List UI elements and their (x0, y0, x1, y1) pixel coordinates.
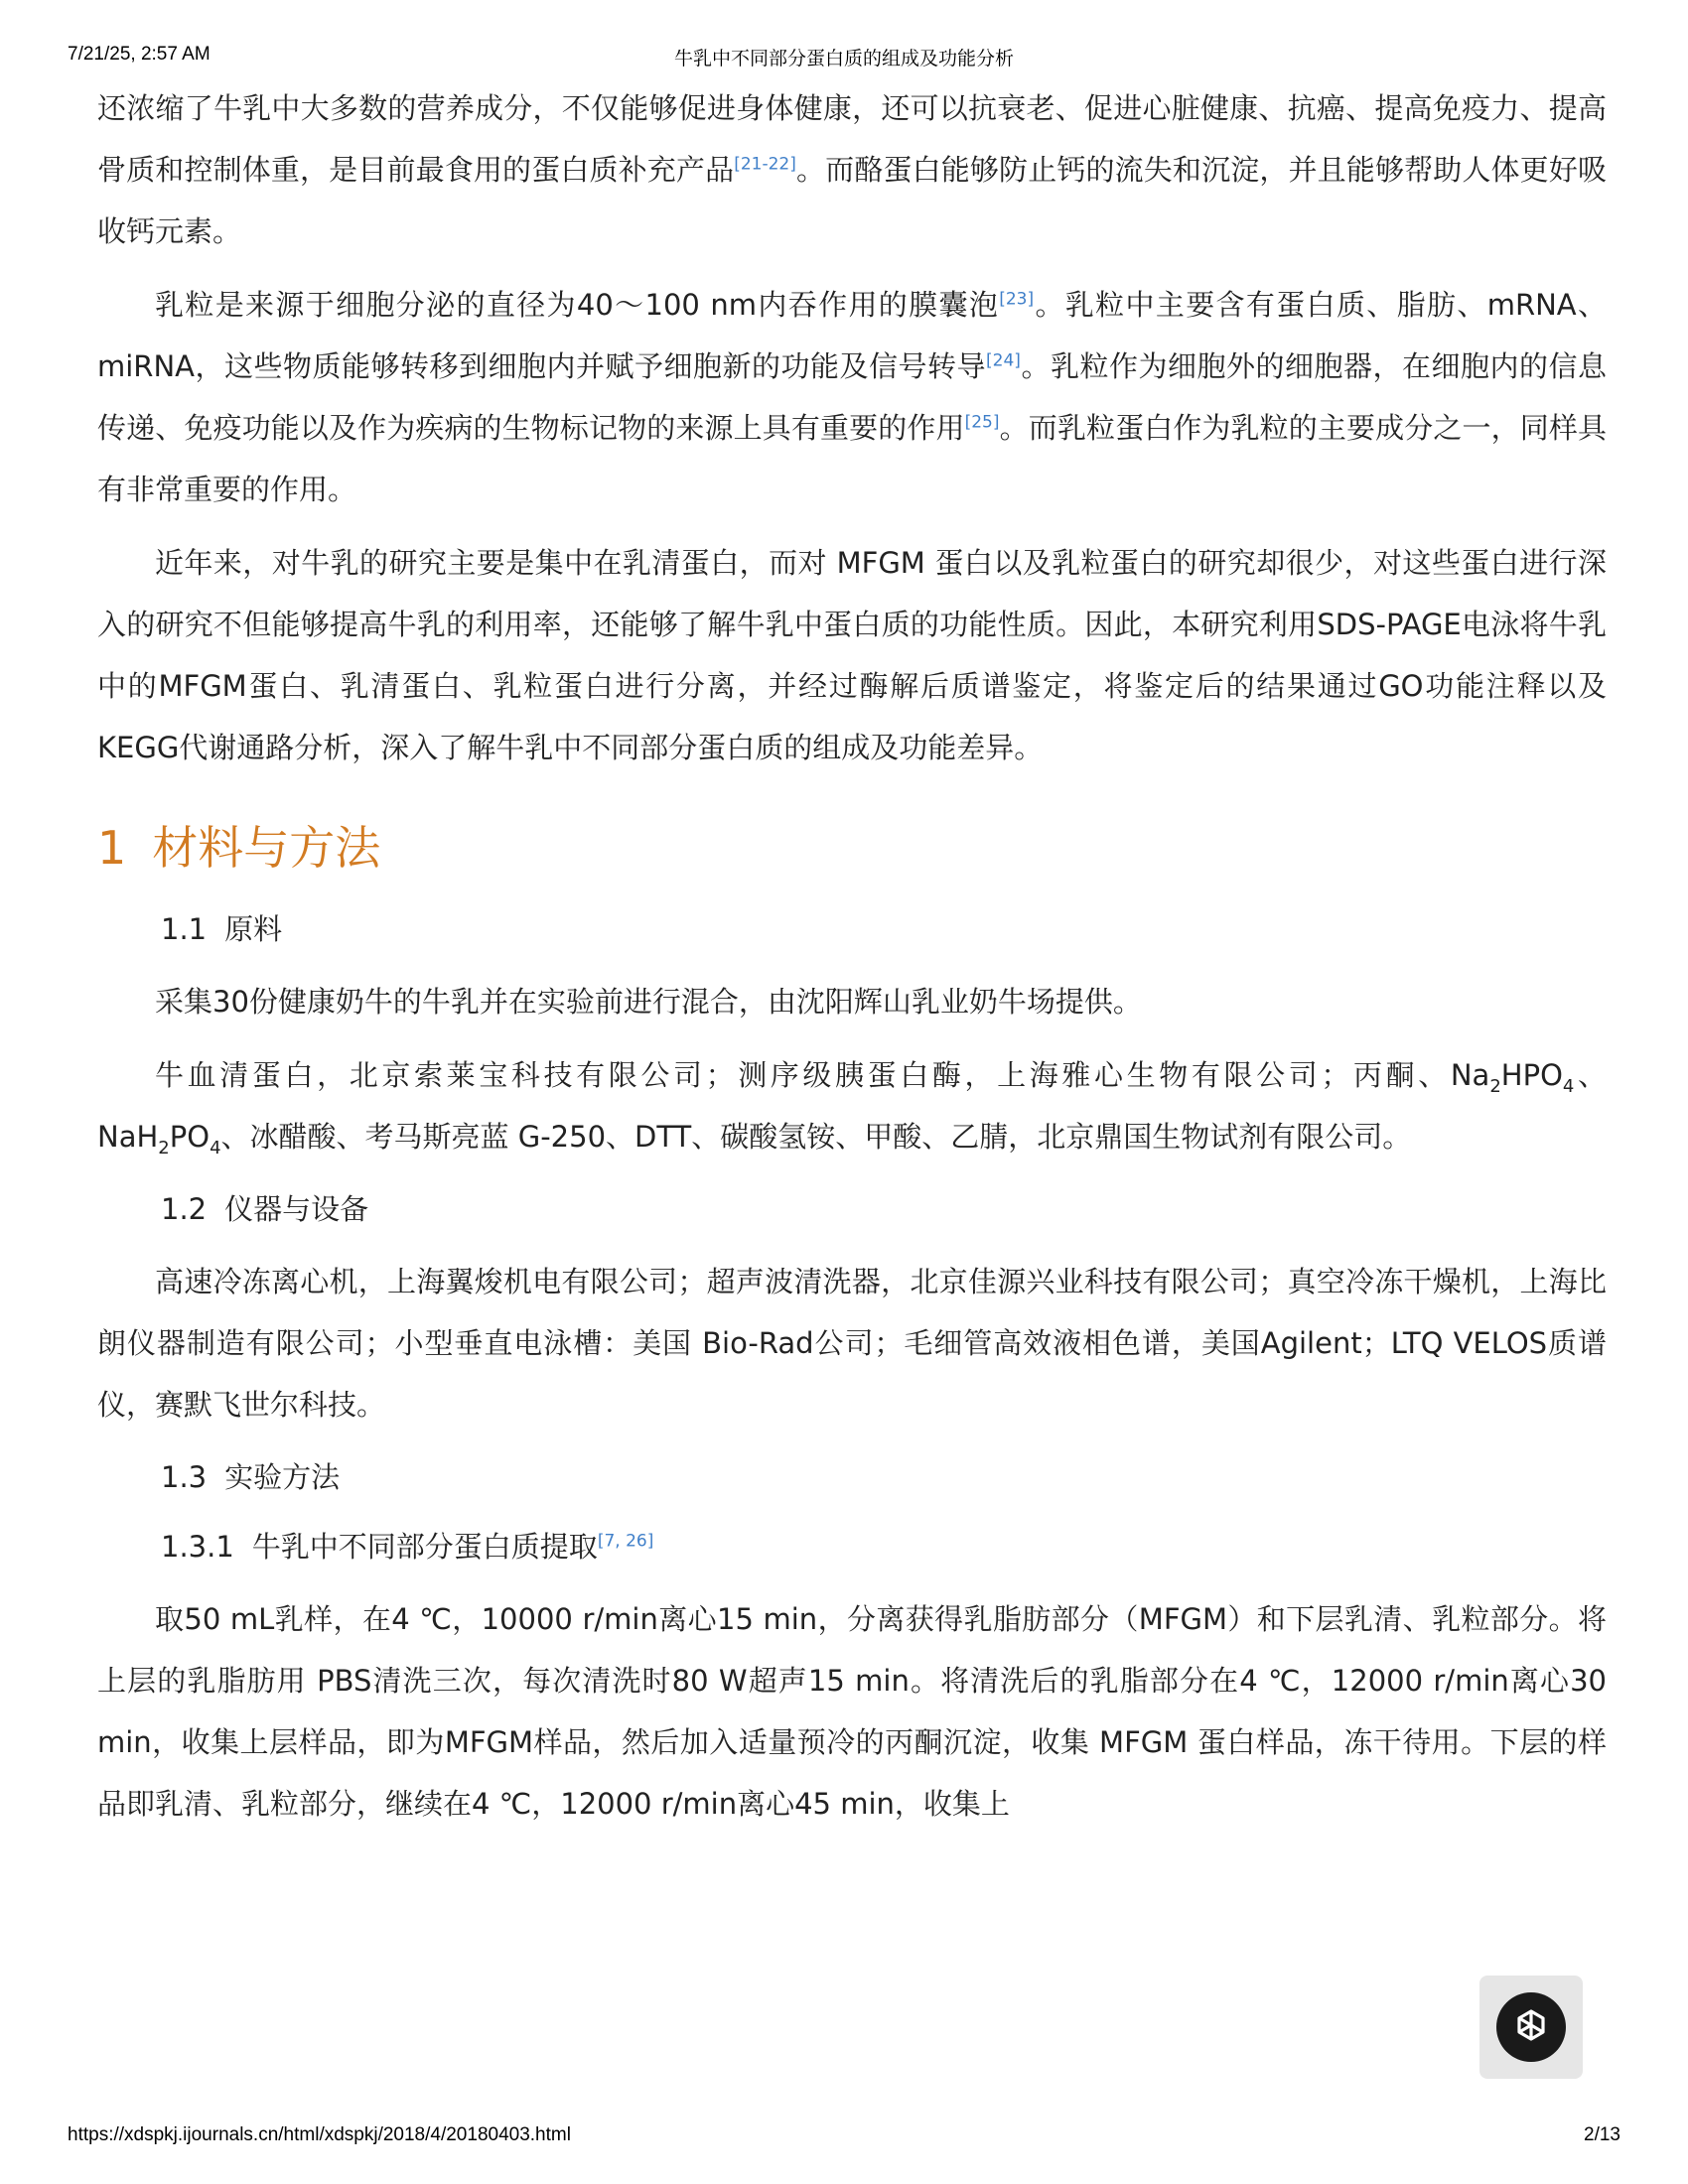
citation-link[interactable]: [21-22] (734, 154, 796, 175)
paragraph-research-aim: 近年来，对牛乳的研究主要是集中在乳清蛋白，而对 MFGM 蛋白以及乳粒蛋白的研究却很少，对这些蛋白进行深入的研究不但能够提高牛乳的利用率，还能够了解牛乳中蛋白质的功能性质。因此，本研究利用SDS-PAGE电泳将牛乳中的MFGM蛋白、乳清蛋白、乳粒蛋白进行分离，并经过酶解后质谱鉴定，将鉴定后的结果通过GO功能注释以及KEGG代谢通路分析，深入了解牛乳中不同部分蛋白质的组成及功能差异。 (97, 546, 1607, 764)
openai-logo-icon (1496, 1992, 1566, 2062)
subsection-heading-instruments: 1.2 仪器与设备 (161, 1192, 369, 1226)
paragraph-exosome: 乳粒是来源于细胞分泌的直径为40～100 nm内吞作用的膜囊泡[23]。乳粒中主要含有蛋白质、脂肪、mRNA、miRNA，这些物质能够转移到细胞内并赋予细胞新的功能及信号转导[24]。乳粒作为细胞外的细胞器，在细胞内的信息传递、免疫功能以及作为疾病的生物标记物的来源上具有重要的作用[25]。而乳粒蛋白作为乳粒的主要成分之一，同样具有非常重要的作用。 (97, 288, 1607, 506)
article-body (97, 77, 1607, 1835)
subsection-heading-protein-extraction: 1.3.1 牛乳中不同部分蛋白质提取[7, 26] (161, 1530, 654, 1564)
print-url: https://xdspkj.ijournals.cn/html/xdspkj/2018/4/20180403.html (68, 2124, 571, 2145)
print-datetime: 7/21/25, 2:57 AM (68, 44, 211, 65)
print-page-title: 牛乳中不同部分蛋白质的组成及功能分析 (673, 49, 1014, 69)
subsection-heading-methods: 1.3 实验方法 (161, 1460, 341, 1494)
paragraph-extraction-procedure: 取50 mL乳样，在4 ℃，10000 r/min离心15 min，分离获得乳脂肪部分（MFGM）和下层乳清、乳粒部分。将上层的乳脂肪用 PBS清洗三次，每次清洗时80 W超声15 min。将清洗后的乳脂部分在4 ℃，12000 r/min离心30 min，收集上层样品，即为MFGM样品，然后加入适量预冷的丙酮沉淀，收集 MFGM 蛋白样品，冻干待用。下层的样品即乳清、乳粒部分，继续在4 ℃，12000 r/min离心45 min，收集上 (97, 1602, 1607, 1821)
citation-link[interactable]: [23] (999, 289, 1035, 310)
paragraph-reagents: 牛血清蛋白，北京索莱宝科技有限公司；测序级胰蛋白酶，上海雅心生物有限公司；丙酮、$Na_2HPO_4$、$NaH_2PO_4$、冰醋酸、考马斯亮蓝 G-250、DTT、碳酸氢铵、甲酸、乙腈，北京鼎国生物试剂有限公司。 (97, 1058, 1607, 1159)
paragraph-whey-benefits: 还浓缩了牛乳中大多数的营养成分，不仅能够促进身体健康，还可以抗衰老、促进心脏健康、抗癌、提高免疫力、提高骨质和控制体重，是目前最食用的蛋白质补充产品[21-22]。而酪蛋白能够防止钙的流失和沉淀，并且能够帮助人体更好吸收钙元素。 (97, 91, 1607, 248)
print-header (0, 44, 1688, 69)
print-page-number: 2/13 (1584, 2124, 1620, 2145)
subsection-heading-raw-materials: 1.1 原料 (161, 912, 283, 946)
chatgpt-assistant-button[interactable] (1479, 1976, 1583, 2079)
print-footer (0, 2124, 1688, 2150)
paragraph-raw-milk: 采集30份健康奶牛的牛乳并在实验前进行混合，由沈阳辉山乳业奶牛场提供。 (155, 985, 1142, 1019)
citation-link[interactable]: [7, 26] (597, 1531, 654, 1552)
section-heading-materials-methods: 1 材料与方法 (97, 821, 381, 875)
citation-link[interactable]: [25] (964, 412, 1000, 433)
paragraph-instruments: 高速冷冻离心机，上海翼焌机电有限公司；超声波清洗器，北京佳源兴业科技有限公司；真空冷冻干燥机，上海比朗仪器制造有限公司；小型垂直电泳槽：美国 Bio-Rad公司；毛细管高效液相色谱，美国Agilent；LTQ VELOS质谱仪，赛默飞世尔科技。 (97, 1265, 1607, 1422)
citation-link[interactable]: [24] (986, 350, 1021, 371)
